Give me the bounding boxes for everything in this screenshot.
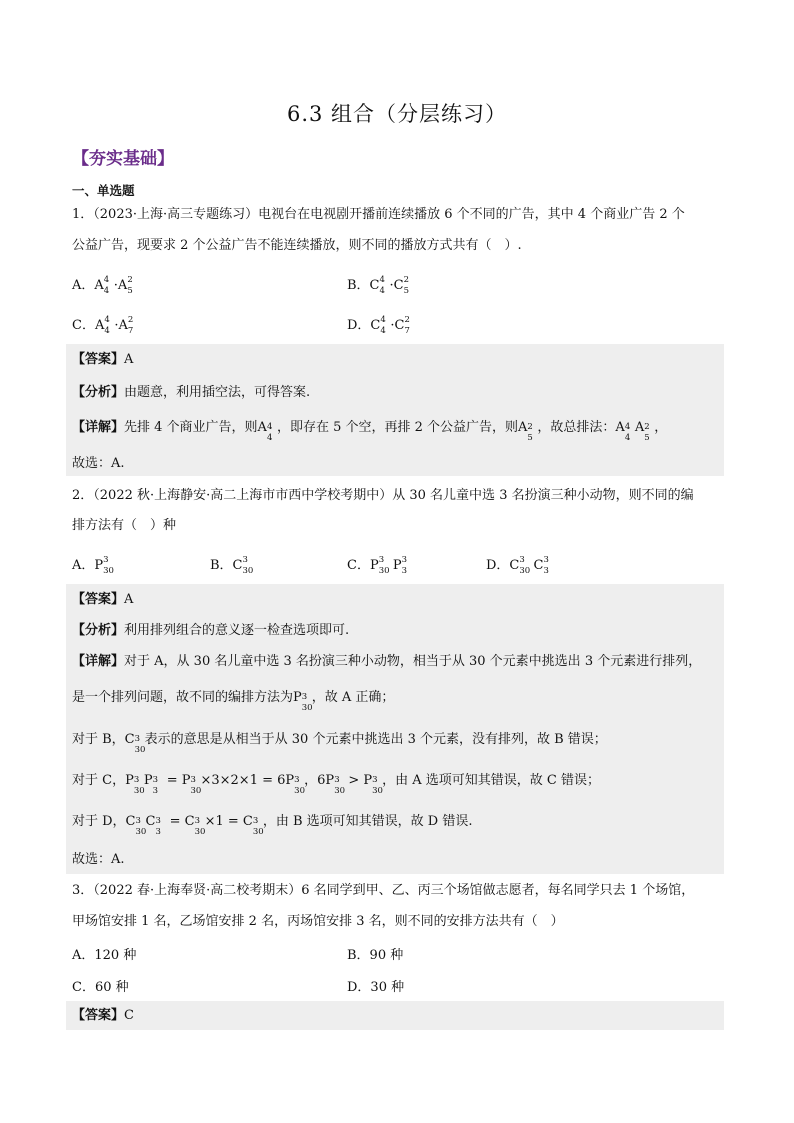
q2-answer: 【答案】A [72,592,134,607]
q2-detail-3: 对于 B，C 3 30 表示的意思是从相当于从 30 个元素中挑选出 3 个元素，没有排列，故 B 错误； [72,732,607,755]
q1-stem-line2: 公益广告，现要求 2 个公益广告不能连续播放，则不同的播放方式共有（ ）. [72,238,522,253]
part-heading: 一、单选题 [72,183,135,198]
q2-detail-1: 【详解】对于 A，从 30 名儿童中选 3 名扮演三种小动物，相当于从 30 个元素中挑选出 3 个元素进行排列， [72,654,702,669]
q2-choose: 故选：A. [72,852,125,867]
q3-answer: 【答案】C [72,1008,134,1023]
q1-stem-line1: 1．（2023·上海·高三专题练习）电视台在电视剧开播前连续播放 6 个不同的广告，其中 4 个商业广告 2 个 [72,207,685,222]
q1-option-c: C．A 4 4 ·A 2 7 [72,314,134,336]
q2-option-a: A．P 3 30 [72,554,114,576]
q3-option-d: D．30 种 [347,980,405,995]
q1-answer: 【答案】A [72,352,134,367]
q2-detail-2: 是一个排列问题，故不同的编排方法为P 3 30 ，故 A 正确； [72,690,395,713]
q2-stem-line1: 2．（2022 秋·上海静安·高二上海市市西中学校考期中）从 30 名儿童中选 3 名扮演三种小动物，则不同的编 [72,488,694,503]
q3-option-a: A．120 种 [72,948,137,963]
q1-analysis: 【分析】由题意，利用插空法，可得答案. [72,385,311,400]
section-heading: 【夯实基础】 [72,149,174,169]
q2-detail-4: 对于 C，P 3 30 P 3 3 = P 3 30 ×3×2×1 = 6P 3 30 ，6P 3 30 > P 3 30 ，由 A 选项可知其错误，故 C 错误； [72,773,600,796]
q1-option-d: D．C 4 4 ·C 2 7 [347,314,410,336]
q3-stem-line2: 甲场馆安排 1 名，乙场馆安排 2 名，丙场馆安排 3 名，则不同的安排方法共有（ ） [72,914,564,929]
q1-option-b: B．C 4 4 ·C 2 5 [347,274,410,296]
q3-option-c: C．60 种 [72,980,129,995]
q2-analysis: 【分析】利用排列组合的意义逐一检查选项即可. [72,623,350,638]
q1-option-a: A．A 4 4 ·A 2 5 [72,274,133,296]
q2-stem-line2: 排方法有（ ）种 [72,518,177,533]
q3-option-b: B．90 种 [347,948,404,963]
q2-option-d: D．C 3 30 C 3 3 [486,554,549,576]
q1-detail: 【详解】先排 4 个商业广告，则A 4 4 ，即存在 5 个空，再排 2 个公益广告，则A 2 5 ，故总排法：A 4 4 A 2 5 ， [72,420,668,443]
q2-option-c: C．P 3 30 P 3 3 [347,554,408,576]
q3-stem-line1: 3．（2022 春·上海奉贤·高二校考期末）6 名同学到甲、乙、丙三个场馆做志愿者，每名同学只去 1 个场馆， [72,883,695,898]
q2-detail-5: 对于 D，C 3 30 C 3 3 = C 3 30 ×1 = C 3 30 ，由 B 选项可知其错误，故 D 错误. [72,814,473,837]
q2-option-b: B．C 3 30 [210,554,254,576]
q1-choose: 故选：A. [72,456,125,471]
page-title: 6.3 组合（分层练习） [286,102,508,126]
